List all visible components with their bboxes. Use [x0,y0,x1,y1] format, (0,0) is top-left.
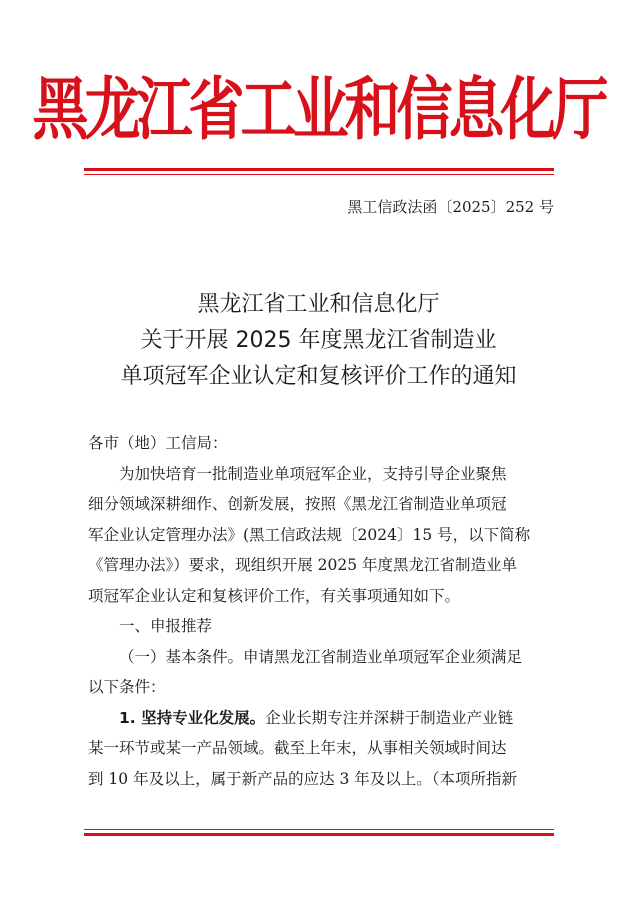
item-line [88,703,554,734]
intro-line: 项冠军企业认定和复核评价工作，有关事项通知如下。 [88,586,461,605]
item-heading: 1. 坚持专业化发展。 [119,708,266,727]
document-number: 黑工信政法函〔2025〕252 号 [347,198,554,216]
intro-line: 《管理办法》）要求，现组织开展 2025 年度黑龙江省制造业单 [88,556,518,574]
title-line: 关于开展 2025 年度黑龙江省制造业 [140,328,497,353]
intro-line: 军企业认定管理办法》(黑工信政法规〔2024〕15 号，以下简称 [88,525,531,544]
item-text: 企业长期专注并深耕于制造业产业链 [265,708,514,727]
subsection-line: （一）基本条件。申请黑龙江省制造业单项冠军企业须满足 [119,647,523,666]
title-line: 黑龙江省工业和信息化厅 [197,292,440,317]
intro-line: 为加快培育一批制造业单项冠军企业，支持引导企业聚焦 [119,464,507,483]
title-line: 单项冠军企业认定和复核评价工作的通知 [120,364,517,389]
subsection-line: 以下条件： [88,678,166,696]
document-body [88,428,554,794]
masthead-divider-thick [84,168,554,171]
footer-divider-thick [84,833,554,836]
document-title [0,287,637,395]
item-line: 到 10 年及以上，属于新产品的应达 3 年及以上。（本项所指新 [88,769,518,788]
masthead-title: 黑龙江省工业和信息化厅 [32,70,605,150]
item-line: 某一环节或某一产品领域。截至上年末，从事相关领域时间达 [88,739,507,757]
section-heading: 一、申报推荐 [119,617,213,635]
footer-divider-thin [84,829,554,830]
intro-line: 细分领域深耕细作、创新发展，按照《黑龙江省制造业单项冠 [88,495,507,513]
masthead-divider-thin [84,174,554,175]
salutation: 各市（地）工信局： [88,434,228,452]
